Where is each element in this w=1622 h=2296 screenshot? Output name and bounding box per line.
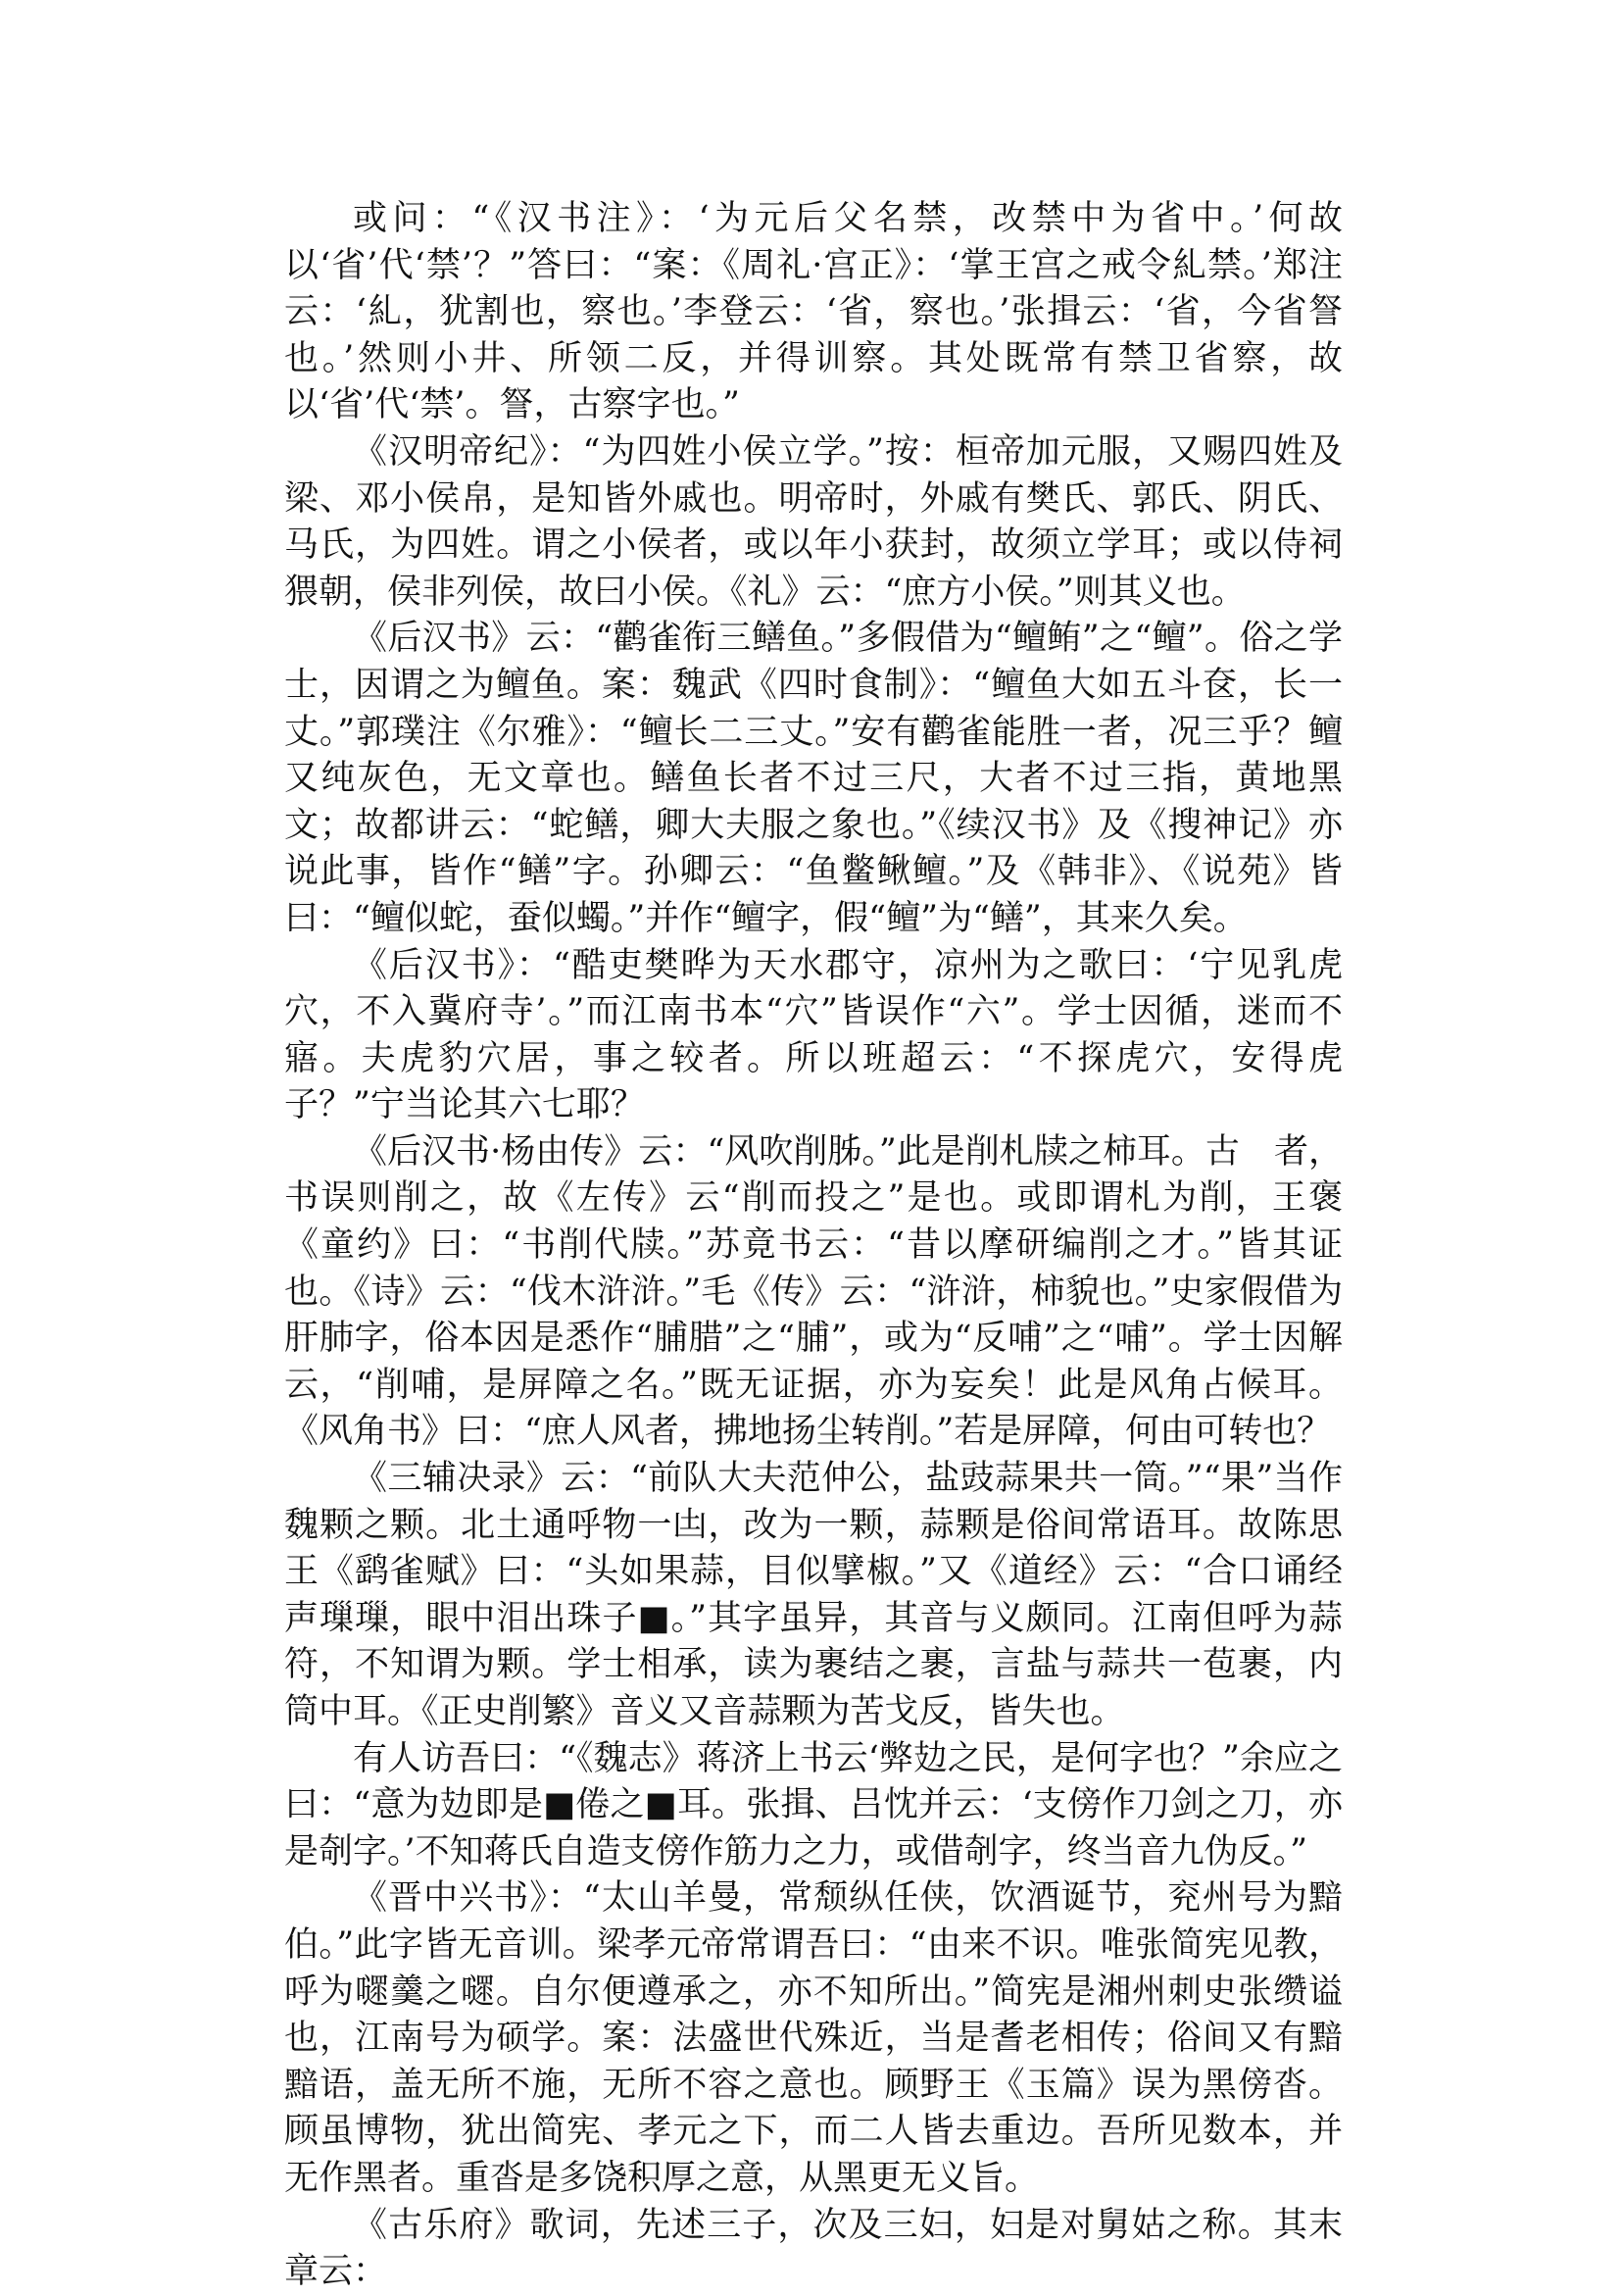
paragraph-gu-yue-fu: 《古乐府》歌词，先述三子，次及三妇，妇是对舅姑之称。其末章云： [284,2205,1343,2292]
paragraph-hu-xue: 《后汉书》：“酷吏樊晔为天水郡守，凉州为之歌曰：‘宁见乳虎穴，不入冀府寺’。”而江南书本“穴”皆误作“六”。学士因循，迷而不寤。夫虎豹穴居，事之较者。所以班超云：“不探虎穴，安得虎子？”宁当论其六七耶？ [284,945,1343,1125]
paragraph-suan-ke: 《三辅决录》云：“前队大夫范仲公，盐豉蒜果共一筒。”“果”当作魏颗之颗。北土通呼物一凷，改为一颗，蒜颗是俗间常语耳。故陈思王《鹞雀赋》曰：“头如果蒜，目似擘椒。”又《道经》云：“合口诵经声璅璅，眼中泪出珠子■。”其字虽异，其音与义颇同。江南但呼为蒜符，不知谓为颗。学士相承，读为裹结之裹，言盐与蒜共一苞裹，内筒中耳。《正史削繁》音义又音蒜颗为苦戈反，皆失也。 [284,1459,1343,1731]
paragraph-bi-gui: 有人访吾曰：“《魏志》蒋济上书云‘弊攰之民，是何字也？”余应之曰：“意为攰即是■倦之■耳。张揖、吕忱并云：‘支傍作刀剑之刀，亦是剞字。’不知蒋氏自造支傍作筋力之力，或借剞字，终当音九伪反。” [284,1738,1343,1872]
paragraph-shan-yu: 《后汉书》云：“鹳雀衔三鳝鱼。”多假借为“鳣鲔”之“鳣”。俗之学士，因谓之为鳣鱼。案：魏武《四时食制》：“鳣鱼大如五斗奁，长一丈。”郭璞注《尔雅》：“鳣长二三丈。”安有鹳雀能胜一者，况三乎？鳣又纯灰色，无文章也。鳝鱼长者不过三尺，大者不过三指，黄地黑文；故都讲云：“蛇鳝，卿大夫服之象也。”《续汉书》及《搜神记》亦说此事，皆作“鳝”字。孙卿云：“鱼鳖鳅鳣。”及《韩非》、《说苑》皆曰：“鳣似蛇，蚕似蠋。”并作“鳣字，假“鳣”为“鳝”，其来久矣。 [284,619,1343,938]
paragraph-xue-fei: 《后汉书·杨由传》云：“风吹削胏。”此是削札牍之柿耳。古 者，书误则削之，故《左传》云“削而投之”是也。或即谓札为削，王褒《童约》曰：“书削代牍。”苏竟书云：“昔以摩研编削之才。”皆其证也。《诗》云：“伐木浒浒。”毛《传》云：“浒浒，柿貌也。”史家假借为肝肺字，俗本因是悉作“脯腊”之“脯”，或为“反哺”之“哺”。学士因解云，“削哺，是屏障之名。”既无证据，亦为妄矣！此是风角占候耳。《风角书》曰：“庶人风者，拂地扬尘转削。”若是屏障，何由可转也？ [284,1131,1343,1452]
paragraph-da-bo: 《晋中兴书》：“太山羊曼，常颓纵任侠，饮酒诞节，兖州号为黯伯。”此字皆无音训。梁孝元帝常谓吾曰：“由来不识。唯张简宪见教，呼为嚃羹之嚃。自尔便遵承之，亦不知所出。”简宪是湘州刺史张缵谥也，江南号为硕学。案：法盛世代殊近，当是耆老相传；俗间又有黯黯语，盖无所不施，无所不容之意也。顾野王《玉篇》误为黑傍沓。顾虽博物，犹出简宪、孝元之下，而二人皆去重边。吾所见数本，并无作黑者。重沓是多饶积厚之意，从黑更无义旨。 [284,1878,1343,2198]
paragraph-sheng-jin: 或问：“《汉书注》：‘为元后父名禁，改禁中为省中。’何故以‘省’代‘禁’？”答曰：“案：《周礼·宫正》：‘掌王宫之戒令糺禁。’郑注云：‘糺，犹割也，察也。’李登云：‘省，察也。’张揖云：‘省，今省詧也。’然则小井、所领二反，并得训察。其处既常有禁卫省察，故以‘省’代‘禁’。詧，古察字也。” [284,199,1343,425]
body-text [284,196,1343,2296]
paragraph-si-xing-xiao-hou: 《汉明帝纪》：“为四姓小侯立学。”按：桓帝加元服，又赐四姓及梁、邓小侯帛，是知皆外戚也。明帝时，外戚有樊氏、郭氏、阴氏、马氏，为四姓。谓之小侯者，或以年小获封，故须立学耳；或以侍祠猥朝，侯非列侯，故曰小侯。《礼》云：“庶方小侯。”则其义也。 [284,431,1343,612]
